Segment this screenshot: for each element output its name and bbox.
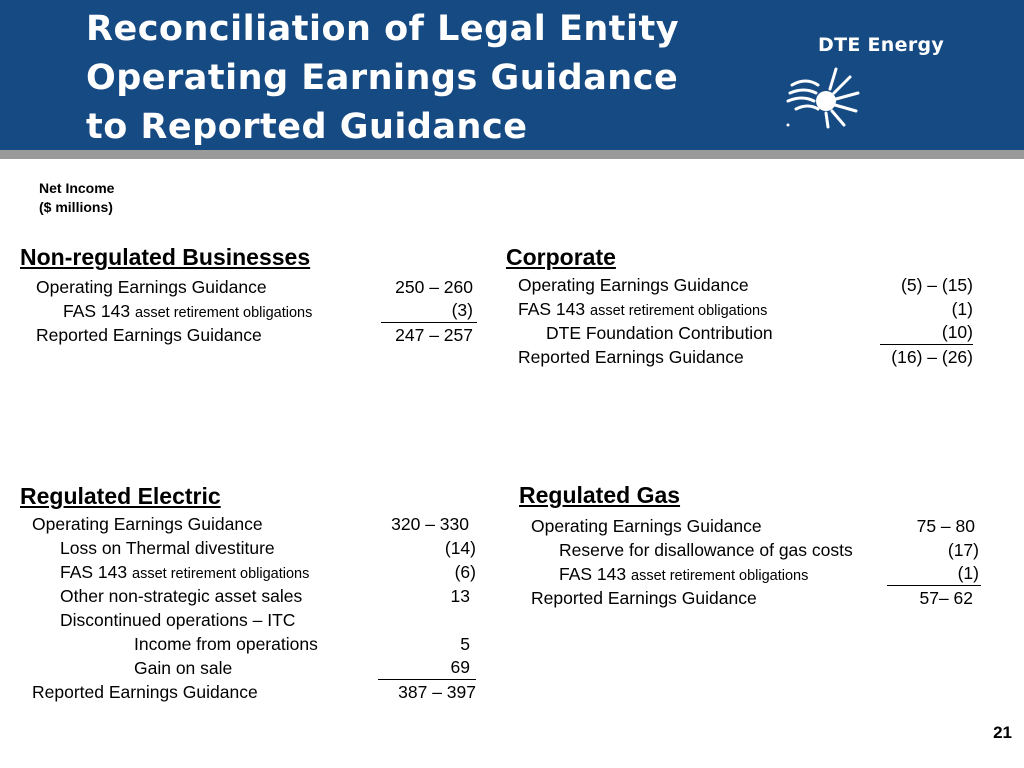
table-row: Operating Earnings Guidance (5) – (15) <box>518 275 973 295</box>
regulated-gas-title: Regulated Gas <box>519 482 681 508</box>
table-row: Operating Earnings Guidance 320 – 330 <box>32 514 469 534</box>
slide-title-line-1: Reconciliation of Legal Entity <box>86 9 680 49</box>
table-row: FAS 143 asset retirement obligations (1) <box>559 563 979 584</box>
table-row: FAS 143 asset retirement obligations (3) <box>63 299 476 323</box>
table-row: Reported Earnings Guidance 57– 62 <box>531 588 973 608</box>
corporate-title: Corporate <box>506 244 616 270</box>
table-row: FAS 143 asset retirement obligations (6) <box>60 562 476 582</box>
dte-sun-logo-icon <box>780 63 862 129</box>
units-line-1: Net Income <box>39 180 115 196</box>
page-number: 21 <box>993 723 1012 742</box>
table-row: Reserve for disallowance of gas costs (17) <box>559 540 979 560</box>
units-line-2: ($ millions) <box>39 199 113 215</box>
table-row: Reported Earnings Guidance 387 – 397 <box>32 682 476 702</box>
non-regulated-title: Non-regulated Businesses <box>20 244 311 270</box>
table-row: Other non-strategic asset sales 13 <box>60 586 470 606</box>
table-row: Income from operations 5 <box>134 634 470 654</box>
table-row: Operating Earnings Guidance 250 – 260 <box>36 277 473 297</box>
table-row: DTE Foundation Contribution (10) <box>546 322 973 343</box>
slide-title-line-3: to Reported Guidance <box>86 107 528 147</box>
table-row: Operating Earnings Guidance 75 – 80 <box>531 516 975 536</box>
slide-title <box>86 5 679 152</box>
brand-name: DTE Energy <box>818 34 945 56</box>
slide-title-line-2: Operating Earnings Guidance <box>86 58 679 98</box>
units-note <box>39 179 114 217</box>
table-row: Gain on sale 69 <box>134 656 476 680</box>
table-row: Reported Earnings Guidance (16) – (26) <box>518 347 973 367</box>
regulated-electric-title: Regulated Electric <box>20 483 221 509</box>
table-row: Loss on Thermal divestiture (14) <box>60 538 476 558</box>
table-row: Discontinued operations – ITC <box>60 610 296 630</box>
table-row: FAS 143 asset retirement obligations (1) <box>518 299 973 319</box>
table-row: Reported Earnings Guidance 247 – 257 <box>36 325 473 345</box>
